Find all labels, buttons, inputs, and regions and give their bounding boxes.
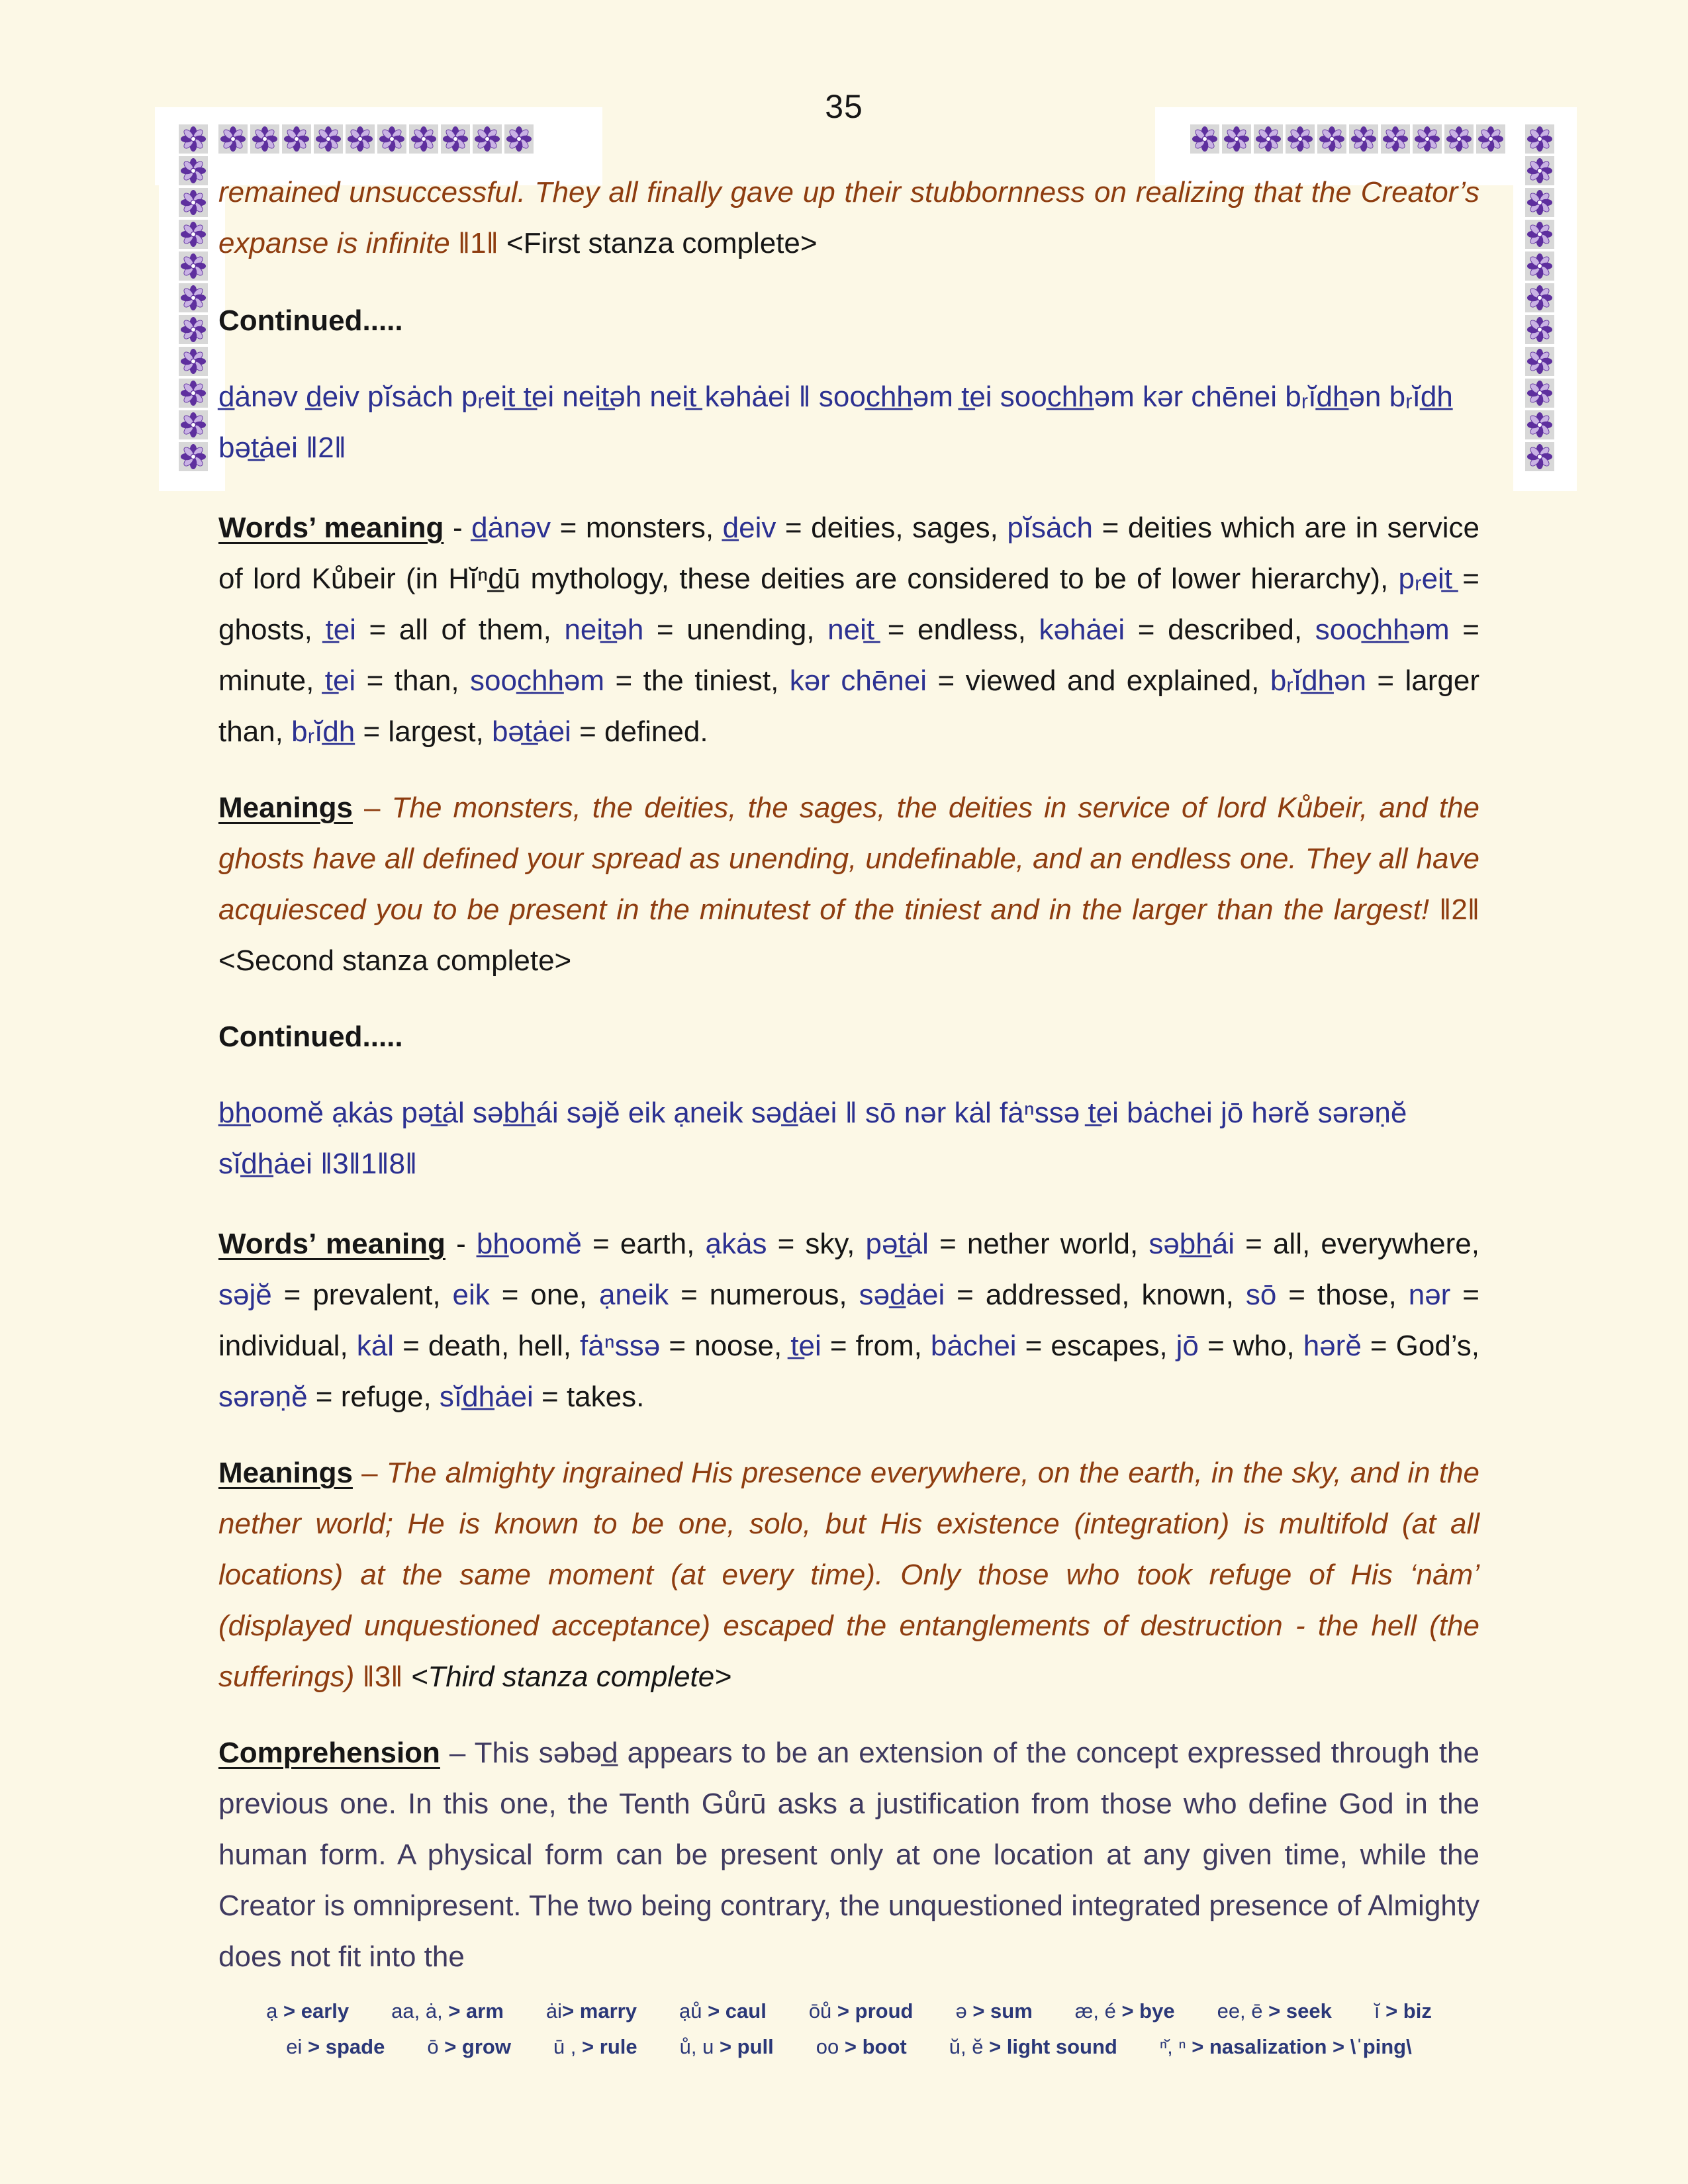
pronunciation-guide <box>218 1999 1479 2059</box>
guide-pronunciation: > rule <box>582 2035 637 2058</box>
text-run: səb̲h̲ái <box>1149 1228 1235 1260</box>
page-content <box>218 167 1479 2071</box>
text-run: = than, <box>355 664 471 697</box>
text-run: – <box>440 1737 475 1769</box>
guide-symbol: ȧi <box>545 1999 563 2023</box>
guide-pronunciation: > light sound <box>989 2035 1117 2058</box>
text-run: bᵣĭd̲h̲ən <box>1270 664 1366 697</box>
guide-pronunciation: > caul <box>708 1999 767 2023</box>
flower-ornament-icon <box>1444 124 1474 154</box>
guide-symbol: ŭ, ĕ <box>949 2035 990 2058</box>
text-run: - <box>444 512 472 544</box>
text-run: The almighty ingrained His presence everywhere, on the earth, in the sky, and in the nether world; He is known to be one, solo, but His existence (integration) is multifold (at all locations) at the same moment (at every time). Only those who took refuge of His ‘nȧm’ (displayed unquestioned acceptance) escaped the entanglements of destruction - the hell (the sufferings) <box>218 1457 1479 1693</box>
flower-ornament-icon <box>441 124 470 154</box>
flower-ornament-icon <box>179 124 208 154</box>
section-heading: Comprehension <box>218 1737 440 1769</box>
guide-pronunciation: > bye <box>1121 1999 1175 2023</box>
flower-ornament-icon <box>504 124 534 154</box>
guide-item <box>1075 1999 1175 2023</box>
flower-ornament-icon <box>409 124 438 154</box>
text-run: sərəṇĕ <box>218 1381 308 1413</box>
text-run: = takes. <box>533 1381 645 1413</box>
text-run: səd̲ȧei <box>859 1279 945 1311</box>
flower-ornament-icon <box>1413 124 1442 154</box>
flower-ornament-icon <box>1525 251 1554 281</box>
text-run: – <box>352 1457 387 1489</box>
flower-ornament-icon <box>1254 124 1283 154</box>
text-run: = noose, <box>660 1330 791 1362</box>
guide-row <box>218 1999 1479 2023</box>
text-run: = described, <box>1125 614 1315 646</box>
flower-ornament-icon <box>314 124 343 154</box>
text-run: = refuge, <box>307 1381 440 1413</box>
flower-ornament-icon <box>1525 283 1554 312</box>
flower-ornament-icon <box>179 410 208 439</box>
text-run: remained unsuccessful. They all finally gave up their stubbornness on realizing that the Creator’s expanse is infinite <box>218 176 1479 259</box>
flower-ornament-icon <box>179 188 208 217</box>
flower-ornament-icon <box>179 251 208 281</box>
text-run: d̲ȧnəv d̲eiv pĭsȧch pᵣeit̲ t̲ei neit̲əh neit̲ kəhȧei ǁ sooc̲h̲h̲əm t̲ei sooc̲h̲h̲əm kər chēnei bᵣĭd̲h̲ən bᵣĭd̲h̲ bət̲ȧei ǁ2ǁ <box>218 381 1453 464</box>
guide-pronunciation: > sum <box>972 1999 1033 2023</box>
section-heading: Words’ meaning <box>218 512 444 544</box>
guide-item <box>391 1999 504 2023</box>
guide-symbol: ů, u <box>679 2035 720 2058</box>
guide-item <box>1374 1999 1432 2023</box>
text-run: ạkȧs <box>705 1228 767 1260</box>
text-run: = nether world, <box>928 1228 1149 1260</box>
text-run: sĭd̲h̲ȧei <box>439 1381 534 1413</box>
guide-item <box>680 2035 774 2059</box>
guide-symbol: aa, ȧ, <box>391 1999 449 2023</box>
flower-ornament-icon <box>473 124 502 154</box>
text-run: <Second stanza complete> <box>218 944 572 977</box>
flower-ornament-icon <box>179 220 208 249</box>
text-run: = those, <box>1276 1279 1409 1311</box>
flower-ornament-icon <box>282 124 311 154</box>
guide-pronunciation: > seek <box>1268 1999 1332 2023</box>
flower-ornament-icon <box>179 156 208 185</box>
text-run: = prevalent, <box>271 1279 453 1311</box>
guide-symbol: oo <box>816 2035 845 2058</box>
guide-symbol: ⁿ̆, ⁿ <box>1159 2035 1192 2058</box>
text-run: = death, hell, <box>394 1330 581 1362</box>
text-run: b̲h̲oomĕ <box>476 1228 582 1260</box>
guide-pronunciation: > boot <box>844 2035 907 2058</box>
guide-item <box>816 2035 907 2059</box>
flower-ornament-icon <box>1286 124 1315 154</box>
section-heading: Words’ meaning <box>218 1228 445 1260</box>
guide-pronunciation: > early <box>283 1999 350 2023</box>
text-run: = minute, <box>218 614 1480 697</box>
text-run: sō <box>1245 1279 1277 1311</box>
guide-pronunciation: > biz <box>1385 1999 1432 2023</box>
guide-row <box>218 2035 1479 2059</box>
flower-ornament-icon <box>1525 220 1554 249</box>
text-run: bᵣĭd̲h̲ <box>291 715 355 748</box>
text-run: t̲ei <box>790 1330 821 1362</box>
continued-label-1 <box>218 295 1479 346</box>
text-run: neit̲əh <box>564 614 644 646</box>
text-run: səjĕ <box>218 1279 272 1311</box>
section-heading: Meanings <box>218 792 353 824</box>
text-run: eik <box>452 1279 490 1311</box>
text-run: <First stanza complete> <box>506 227 818 259</box>
guide-item <box>679 1999 767 2023</box>
text-run: = the tiniest, <box>604 664 790 697</box>
flower-ornament-icon <box>218 124 248 154</box>
text-run: The monsters, the deities, the sages, the deities in service of lord Kůbeir, and the ghosts have all defined your spread as unending, undefinable, and an endless one. They all have acquiesced you to be present in the minutest of the tiniest and in the larger than the largest! <box>218 792 1480 926</box>
text-run: <Third stanza complete> <box>410 1661 731 1693</box>
text-run: kər chēnei <box>789 664 927 697</box>
guide-symbol: ə <box>955 1999 973 2023</box>
text-run: This səbəd̲ appears to be an extension of the concept expressed through the previous one. In this one, the Tenth Gůrū asks a justification from those who define God in the human form. A physical form can be present only at one location at any given time, while the Creator is omnipresent. The two being contrary, the unquestioned integrated presence of Almighty does not fit into the <box>218 1737 1479 1973</box>
text-run: = sky, <box>767 1228 866 1260</box>
text-run: ǁ3ǁ <box>362 1661 411 1693</box>
text-run: ǁ2ǁ <box>1439 893 1479 926</box>
text-run: = escapes, <box>1016 1330 1176 1362</box>
text-run: fȧⁿssə <box>580 1330 661 1362</box>
flower-ornament-icon <box>1525 156 1554 185</box>
guide-symbol: ōů <box>808 1999 837 2023</box>
text-run: ǁ1ǁ <box>458 227 507 259</box>
text-run: d̲eiv <box>722 512 776 544</box>
text-run: ạneik <box>598 1279 669 1311</box>
page-number: 35 <box>825 88 863 125</box>
guide-item <box>1160 2035 1412 2059</box>
flower-ornament-icon <box>1525 410 1554 439</box>
guide-pronunciation: > marry <box>562 1999 637 2023</box>
guide-symbol: ee, ē <box>1217 1999 1269 2023</box>
text-run: = defined. <box>571 715 708 748</box>
flower-ornament-icon <box>1349 124 1378 154</box>
guide-pronunciation: > proud <box>837 1999 914 2023</box>
guide-symbol: ō <box>427 2035 445 2058</box>
guide-pronunciation: > arm <box>448 1999 504 2023</box>
guide-item <box>949 2035 1117 2059</box>
section-heading: Continued..... <box>218 304 403 337</box>
flower-ornament-icon <box>179 347 208 376</box>
guide-item <box>266 1999 349 2023</box>
guide-symbol: ạů <box>679 1999 708 2023</box>
flower-ornament-icon <box>179 315 208 344</box>
text-run: kȧl <box>356 1330 395 1362</box>
text-run: neit̲ <box>827 614 875 646</box>
text-run: hərĕ <box>1303 1330 1362 1362</box>
text-run: = addressed, known, <box>945 1279 1246 1311</box>
flower-ornament-icon <box>1381 124 1410 154</box>
text-run: bȧchei <box>930 1330 1017 1362</box>
flower-ornament-icon <box>1476 124 1505 154</box>
flower-ornament-icon <box>179 442 208 471</box>
guide-item <box>553 2035 637 2059</box>
words-meaning-1 <box>218 502 1479 757</box>
guide-symbol: ei <box>286 2035 308 2058</box>
text-run: pĭsȧch <box>1007 512 1093 544</box>
comprehension-paragraph <box>218 1727 1479 1982</box>
text-run: = one, <box>489 1279 599 1311</box>
flower-ornament-icon <box>1190 124 1219 154</box>
guide-item <box>1217 1999 1332 2023</box>
guide-item <box>546 1999 637 2023</box>
text-run: = larger than, <box>218 664 1480 748</box>
flower-ornament-icon <box>179 379 208 408</box>
guide-pronunciation: > spade <box>308 2035 385 2058</box>
flower-ornament-icon <box>250 124 279 154</box>
text-run: = from, <box>821 1330 931 1362</box>
guide-item <box>427 2035 511 2059</box>
flower-ornament-icon <box>1525 379 1554 408</box>
text-run: t̲ei <box>324 664 356 697</box>
text-run: pᵣeit̲ <box>1398 563 1453 595</box>
text-run: = deities which are in service of lord Kůbeir (in Hĭⁿd̲ū mythology, these deities are considered to be of lower hierarchy), <box>218 512 1479 595</box>
guide-symbol: ū , <box>553 2035 583 2058</box>
text-run: = who, <box>1198 1330 1303 1362</box>
flower-ornament-icon <box>1222 124 1251 154</box>
guide-symbol: æ, é <box>1074 1999 1122 2023</box>
guide-symbol: ạ <box>266 1999 284 2023</box>
text-run: = monsters, <box>551 512 723 544</box>
guide-item <box>955 1999 1032 2023</box>
flower-ornament-icon <box>1525 442 1554 471</box>
text-run: kəhȧei <box>1039 614 1125 646</box>
section-heading: Meanings <box>218 1457 353 1489</box>
flower-ornament-icon <box>377 124 406 154</box>
flower-ornament-icon <box>1525 124 1554 154</box>
text-run: = deities, sages, <box>776 512 1008 544</box>
text-run: = all, everywhere, <box>1234 1228 1479 1260</box>
text-run: = endless, <box>874 614 1039 646</box>
intro-paragraph <box>218 167 1479 269</box>
guide-pronunciation: > grow <box>444 2035 511 2058</box>
text-run: t̲ei <box>325 614 356 646</box>
guide-pronunciation: > nasalization > \ˈping\ <box>1192 2035 1412 2058</box>
guide-symbol: ĭ <box>1374 1999 1386 2023</box>
text-run: sooc̲h̲h̲əm <box>470 664 605 697</box>
text-run: = ghosts, <box>218 563 1480 646</box>
guide-pronunciation: > pull <box>719 2035 774 2058</box>
flower-ornament-icon <box>1525 188 1554 217</box>
text-run: = individual, <box>218 1279 1479 1362</box>
meanings-1 <box>218 782 1479 986</box>
text-run: d̲ȧnəv <box>471 512 551 544</box>
text-run: sooc̲h̲h̲əm <box>1315 614 1450 646</box>
text-run: – <box>352 792 392 824</box>
stanza-1 <box>218 371 1479 473</box>
text-run: jō <box>1176 1330 1199 1362</box>
guide-item <box>809 1999 914 2023</box>
flower-ornament-icon <box>1317 124 1346 154</box>
flower-ornament-icon <box>1525 347 1554 376</box>
stanza-2 <box>218 1087 1479 1189</box>
flower-ornament-icon <box>179 283 208 312</box>
text-run: bət̲ȧei <box>491 715 571 748</box>
text-run: = earth, <box>581 1228 706 1260</box>
continued-label-2 <box>218 1011 1479 1062</box>
text-run: = numerous, <box>669 1279 859 1311</box>
text-run: = viewed and explained, <box>927 664 1270 697</box>
section-heading: Continued..... <box>218 1021 403 1053</box>
text-run: pət̲ȧl <box>865 1228 929 1260</box>
text-run: nər <box>1408 1279 1451 1311</box>
flower-ornament-icon <box>346 124 375 154</box>
words-meaning-2 <box>218 1218 1479 1422</box>
text-run: b̲h̲oomĕ ạkȧs pət̲ȧl səb̲h̲ái səjĕ eik ạneik səd̲ȧei ǁ sō nər kȧl fȧⁿssə t̲ei bȧchei jō hərĕ sərəṇĕ sĭd̲h̲ȧei ǁ3ǁ1ǁ8ǁ <box>218 1097 1407 1180</box>
guide-item <box>286 2035 385 2059</box>
text-run: = God’s, <box>1361 1330 1480 1362</box>
text-run: = unending, <box>643 614 828 646</box>
text-run: - <box>445 1228 477 1260</box>
text-run: = largest, <box>355 715 492 748</box>
text-run: = all of them, <box>355 614 565 646</box>
meanings-2 <box>218 1447 1479 1702</box>
flower-ornament-icon <box>1525 315 1554 344</box>
